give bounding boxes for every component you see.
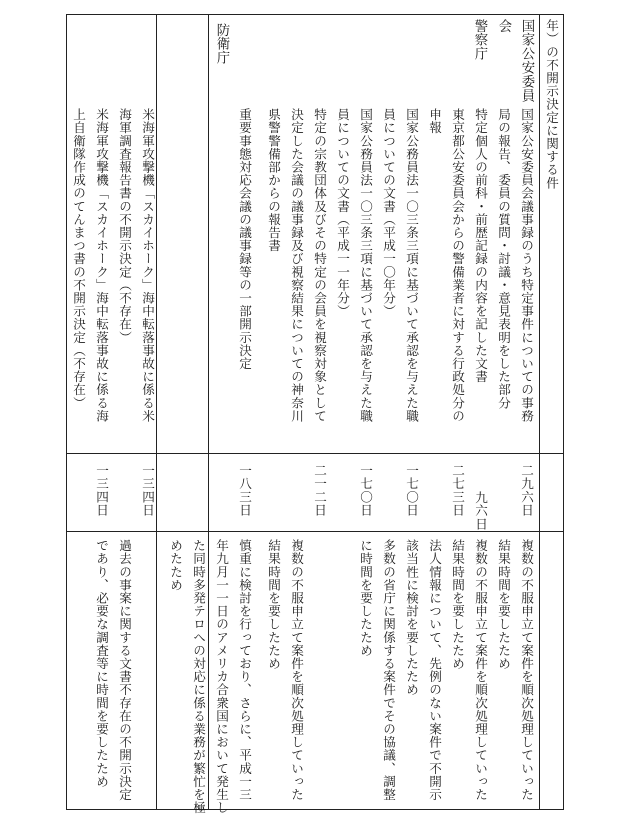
agency-boei: 防衛庁 [214,23,229,65]
row-days: 一三四日 [94,464,109,517]
row-reason: 過去の事案に関する文書不存在の不開示決定 であり、必要な調査等に時間を要したため [94,539,132,801]
row-reason: 法人情報について、先例のない案件で不開示 該当性に検討を要したため [404,539,442,801]
row-reason: 慎重に検討を行っており、さらに、平成一三 年九月一一日のアメリカ合衆国において発生し た同時多発テロへの対応に係る業務が繁忙を極 めたため [168,539,252,815]
row-days: 一八三日 [237,464,252,517]
row-title: 米海軍攻撃機「スカイホーク」海中転落事故に係る海 上自衛隊作成のてんまつ書の不開示決定（不存在） [71,108,109,423]
row-title: 東京都公安委員会からの警備業者に対する行政処分の 申報 [427,108,465,423]
row-title: 米海軍攻撃機「スカイホーク」海中転落事故に係る米 海軍調査報告書の不開示決定（不存在） [117,108,155,423]
row-title: 国家公務員法一〇三条三項に基づいて承認を与えた職 員についての文書（平成一〇年分） [381,108,419,423]
row-reason: 複数の不服申立て案件を順次処理していった 結果時間を要したため [496,539,534,801]
row-divider-days-reason [67,531,564,532]
row-days: 二七三日 [450,464,465,517]
agency-koan: 国家公安委員 会 [496,19,534,103]
header-title: 年）の不開示決定に関する件 [544,19,559,190]
row-title: 重要事態対応会議の議事録等の一部開示決定 [237,108,252,370]
row-reason: 多数の省庁に関係する案件でその協議、調整 に時間を要したため [358,539,396,801]
row-days: 一三四日 [140,464,155,517]
row-reason: 複数の不服申立て案件を順次処理していった 結果時間を要したため [450,539,488,801]
row-days: 二一二日 [312,464,327,517]
report-table [66,14,564,815]
row-days: 一七〇日 [358,464,373,517]
row-days: 九六日 [473,491,488,531]
row-title: 特定個人の前科・前歴記録の内容を記した文書 [473,108,488,384]
row-title: 特定の宗教団体及びその特定の会員を視察対象として 決定した会議の議事録及び視察結果についての神奈川 県警警備部からの報告書 [266,108,327,423]
row-days: 二九六日 [519,464,534,517]
row-title: 国家公務員法一〇三条三項に基づいて承認を与えた職 員についての文書（平成一一年分） [335,108,373,423]
row-days: 一七〇日 [404,464,419,517]
row-reason: 複数の不服申立て案件を順次処理していった 結果時間を要したため [266,539,304,801]
row-divider-title-days [67,453,564,454]
agency-keisatsu: 警察庁 [472,19,487,61]
row-title: 国家公安委員会議事録のうち特定事件についての事務 局の報告、委員の質問・討議・意見表明をした部分 [496,108,534,423]
